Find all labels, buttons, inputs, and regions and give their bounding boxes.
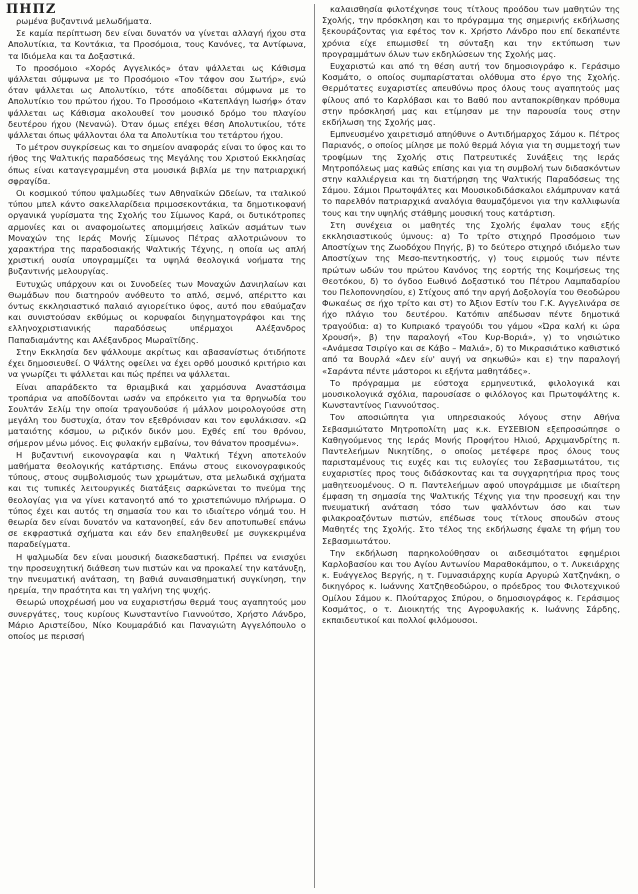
left-column <box>8 16 306 892</box>
paragraph: Εμπνευσμένο χαιρετισμό απηύθυνε ο Αντιδήμαρχος Σάμου κ. Πέτρος Παριανός, ο οποίος μίλησε με πολύ θερμά λόγια για τη συμμετοχή των τροφίμων της Σχολής στις Πατρευτικές Συνάξεις της Ιεράς Μητροπόλεως μας καθώς επίσης και για τη συμβολή των διδασκόντων στην καλλιέργεια και τη διατήρηση της Ψαλτικής Παραδόσεως της Σάμου. Σάμιοι Πρωτοψάλτες και Μουσικοδιδάσκαλοι ελάμπρυναν κατά το παρελθόν πατριαρχικά αναλόγια θαυμαζόμενοι για την καλλιφωνία τους και την υψηλής στάθμης μουσική τους κατάρτιση. <box>322 129 620 218</box>
paragraph: Την εκδήλωση παρηκολούθησαν οι αιδεσιμότατοι εφημέριοι Καρλοβασίου και του Αγίου Αντωνίου Μαραθοκάμπου, ο τ. Λυκειάρχης κ. Ευάγγελος Βεργής, η τ. Γυμνασιάρχης κυρία Αργυρώ Χατζηνάκη, ο δικηγόρος κ. Ιωάννης Χατζηθεοδώρου, ο πρόεδρος του Φιλοτεχνικού Ομίλου Σάμου κ. Πλούταρχος Σπύρου, ο δημοσιογράφος κ. Γεράσιμος Κοσμάτος, ο τ. Διοικητής της Αγροφυλακής κ. Ιωάννης Σάρδης, εκπαιδευτικοί και πολλοί φιλόμουσοι. <box>322 547 620 625</box>
paragraph: Είναι απαράδεκτο τα θριαμβικά και χαρμόσυνα Αναστάσιμα τροπάρια να αποδίδονται ωσάν να επρόκειτο για τα θρηνωδία του Σουλτάν Σελίμ την οποία τραγουδούσε ή μάλλον μοιρολογούσε στη μεγάλη του δυστυχία, όταν τον εξεθρόνισαν και τον εφυλάκισαν. «Ω ματαιότης κόσμου, ω ριζικόν δικόν μου. Εχθές επί του θρόνου, σήμερον μένω μόνος. Εις φυλακήν εμβαίνω, τον θάνατον προσμένω». <box>8 381 306 448</box>
paragraph: Ευτυχώς υπάρχουν και οι Συνοδείες των Μοναχών Δανιηλαίων και Θωμάδων που διατηρούν ανόθευτο το απλό, σεμνό, απέριττο και όντως εκκλησιαστικό παλαιό αγιορείτικο ύφος, αυτό που εθαύμαζαν και συνιστούσαν εκθύμως οι κορυφαίοι διηγηματογράφοι και της ελληνοχριστιανικής παραδόσεως υπέρμαχοι Αλέξανδρος Παπαδιαμάντης και Αλέξανδρος Μωραϊτίδης. <box>8 278 306 345</box>
page-header: ΠΗΠΖ <box>6 2 57 17</box>
right-column <box>322 4 620 892</box>
paragraph: Το μέτρον συγκρίσεως και το σημείον αναφοράς είναι το ύφος και το ήθος της Ψαλτικής παραδόσεως της Μεγάλης του Χριστού Εκκλησίας όπως είναι καταγεγραμμένη στα μουσικά βιβλία με την πατριαρχική σφραγίδα. <box>8 142 306 186</box>
paragraph: Ευχαριστώ και από τη θέση αυτή τον δημοσιογράφο κ. Γεράσιμο Κοσμάτο, ο οποίος συμπαρίσταται ολόθυμα στο έργο της Σχολής. Θερμότατες ευχαριστίες απευθύνω προς όλους τους αγαπητούς μας φίλους από το Καρλόβασι και το Βαθύ που ανταποκρίθηκαν πρόθυμα στην πρόσκλησή μας και ετίμησαν με την παρουσία τους στην εκδήλωση της Σχολής μας. <box>322 61 620 128</box>
paragraph: Στη συνέχεια οι μαθητές της Σχολής έψαλαν τους εξής εκκλησιαστικούς ύμνους: α) Το τρίτο στιχηρό Προσόμοιο των Αποστίχων της Ζωοδόχου Πηγής, β) το δεύτερο στιχηρό ιδιόμελο των Αποστίχων της Μεσο-πεντηκοστής, γ) τους ειρμούς των πέντε πρώτων ωδών του πρώτου Κανόνος της εορτής της Κοιμήσεως της Θεοτόκου, δ) το όγδοο Εωθινό Δοξαστικό του Πέτρου Λαμπαδαρίου του Πελοποννησίου, ε) Στίχους από την αργή Δοξολογία του Θεοδώρου Φωκαέως σε ήχο τρίτο και στ) το Άξιον Εστίν του Γ.Κ. Αγγελινάρα σε ήχο πλάγιο του δευτέρου. Κατόπιν απέδωσαν πέντε δημοτικά τραγούδια: α) το Κυπριακό τραγούδι του γάμου «Ώρα καλή κι ώρα Χρουσή», β) την παραλογή «Του Κυρ-Βοριά», γ) το νησιώτικο «Ανάμεσα Τσιρίγο και σε Κάβο – Μαλιά», δ) το Μικρασιάτικο καθιστικό από τα Βουρλά «Δεν είν' αυγή να σηκωθώ» και ε) την παραλογή «Σαράντα πέντε μάστοροι κι εξήντα μαθητάδες». <box>322 219 620 376</box>
paragraph: Στην Εκκλησία δεν ψάλλουμε ακρίτως και αβασανίστως ότιδήποτε έχει δημοσιευθεί. Ο Ψάλτης οφείλει να έχει ορθό μουσικό κριτήριο και να γνωρίζει τι ψάλλεται και πώς πρέπει να ψάλλεται. <box>8 346 306 380</box>
paragraph: Τον αποσιώπητα για υπηρεσιακούς λόγους στην Αθήνα Σεβασμιώτατο Μητροπολίτη μας κ.κ. ΕΥΣΕΒΙΟΝ εξεπροσώπησε ο Καθηγούμενος της Ιεράς Μονής Προφήτου Ηλιού, Αρχιμανδρίτης π. Παντελεήμων Νικητίδης, ο οποίος μετέφερε προς όλους τους παρισταμένους τις ευχές και τις ευλογίες του Σεβασμιωτάτου, τις ευχαριστίες προς τους διδάσκοντας και τα συγχαρητήρια προς τους μαθητευομένους. Ο π. Παντελεήμων αφού υπογράμμισε με ιδιαίτερη έμφαση τη σημασία της Ψαλτικής Τέχνης για την προσευχή και την πνευματική ανάταση τόσο των ψαλλόντων όσο και των φιλακροαζόντων πιστών, επέδωσε τους τίτλους σπουδών στους Μαθητές της Σχολής. Στο τέλος της εκδήλωσης έψαλε τη φήμη του Σεβασμιωτάτου. <box>322 412 620 546</box>
paragraph: Σε καμία περίπτωση δεν είναι δυνατόν να γίνεται αλλαγή ήχου στα Απολυτίκια, τα Κοντάκια, τα Προσόμοια, τους Κανόνες, τα Αντίφωνα, τα Ιδιόμελα και τα Δοξαστικά. <box>8 28 306 61</box>
paragraph: Η βυζαντινή εικονογραφία και η Ψαλτική Τέχνη αποτελούν μαθήματα θεολογικής κατάρτισης. Επάνω στους εικονογραφικούς τύπους, στους συμβολισμούς των χρωμάτων, στα μελωδικά σχήματα και τις τυπικές λειτουργικές διατάξεις σαρκώνεται το πνεύμα της θεολογίας για να γίνει κατανοητό από το χριστεπώνυμο πλήρωμα. Ο τύπος έχει και αυτός τη σημασία του και το ιδιαίτερο νόημά του. Η θεωρία δεν είναι δυνατόν να κατανοηθεί, εάν δεν αποτυπωθεί επάνω σε εκφραστικά σχήματα και εάν δεν επαληθευθεί με συγκεκριμένα παραδείγματα. <box>8 449 306 550</box>
paragraph: Η ψαλμωδία δεν είναι μουσική διασκεδαστική. Πρέπει να ενισχύει την προσευχητική διάθεση των πιστών και να προκαλεί την κατάνυξη, την πνευματική ανάταση, τη βαθιά συναισθηματική συγκίνηση, την ηρεμία, την πραότητα και τη γαλήνη της ψυχής. <box>8 551 306 596</box>
paragraph: Θεωρώ υποχρέωσή μου να ευχαριστήσω θερμά τους αγαπητούς μου συνεργάτες, τους κυρίους Κωνσταντίνο Γιαννούτσο, Χρήστο Λάνδρο, Μάριο Αριστείδου, Νίκο Κουμαράδιό και Παναγιώτη Αγγελόπουλο ο οποίος με περισσή <box>8 597 306 641</box>
column-divider <box>314 4 315 888</box>
paragraph: Το πρόγραμμα με εύστοχα ερμηνευτικά, φιλολογικά και μουσικολογικά σχόλια, παρουσίασε ο φιλόλογος και Πρωτοψάλτης κ. Κωνσταντίνος Γιαννούτσος. <box>322 377 620 411</box>
paragraph: Οι κοσμικού τύπου ψαλμωδίες των Αθηναϊκών Ωδείων, τα ιταλικού τύπου μπελ κάντο σακελλαρίδεια πριμοσεκοντάκια, τα δημοτικοφανή οργανικά γυρίσματα της Σχολής του Σίμωνος Καρά, οι δυτικότροπες αρμονίες και οι αναφομοίωτες απομιμήσεις λαϊκών ασμάτων των Μοναχών της Ιεράς Μονής Σίμωνος Πέτρας αλλοτριώνουν το χαρακτήρα της παραδοσιακής Ψαλτικής Τέχνης, η οποία ως απλή χριστική ουσία υπογραμμίζει τα υψηλά θεολογικά νοήματα της βυζαντινής μελουργίας. <box>8 188 306 277</box>
paragraph: ρωμένα βυζαντινά μελωδήματα. <box>16 16 152 26</box>
paragraph: καλαισθησία φιλοτέχνησε τους τίτλους προόδου των μαθητών της Σχολής, την πρόσκληση και το πρόγραμμα της σημερινής εκδήλωσης ξεκουράζοντας για εφέτος τον κ. Χρήστο Λάνδρο που επί δεκαπέντε χρόνια είχε επωμισθεί τη σύνταξη και την εκτύπωση των προγραμμάτων όλων των εκδηλώσεων της Σχολής μας. <box>322 4 620 59</box>
paragraph: Το προσόμοιο «Χορός Αγγελικός» όταν ψάλλεται ως Κάθισμα ψάλλεται σύμφωνα με το Προσόμοιο «Τον τάφον σου Σωτήρ», ενώ όταν ψάλλεται ως Απολυτίκιο, τότε αποδίδεται σύμφωνα με το Απολυτίκιο του πρώτου ήχου. Το Προσόμοιο «Κατεπλάγη Ιωσήφ» όταν ψάλλεται ως Κάθισμα ακολουθεί τον μουσικό δρόμο του πλαγίου δευτέρου ήχου (Νενανώ). Όταν όμως επέχει θέση Απολυτικίου, τότε ψάλλεται όπως ψάλλονται όλα τα Απολυτίκια του τετάρτου ήχου. <box>8 62 306 141</box>
